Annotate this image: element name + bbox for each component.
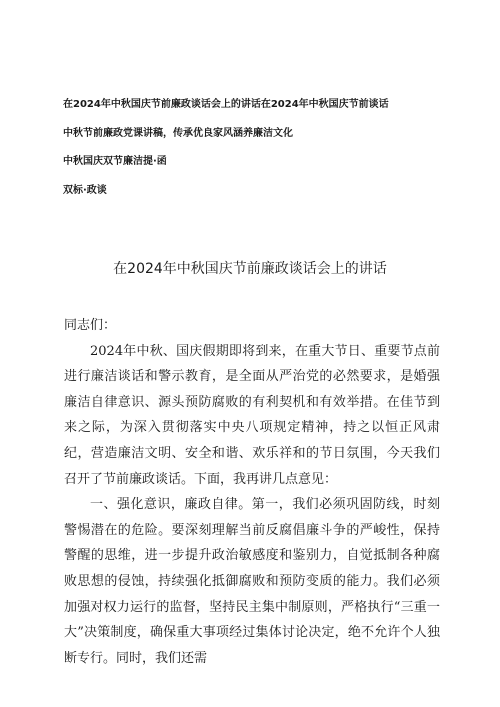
document-title: 在2024年中秋国庆节前廉政谈话会上的讲话 [113,261,387,277]
toc-item: 中秋国庆双节廉洁提·函 [63,156,167,167]
body-paragraph: 2024年中秋、国庆假期即将到来，在重大节日、重要节点前进行廉洁谈话和警示教育，是全面从严治党的必然要求，是婚强廉洁自律意识、源头预防腐败的有利契机和有效举措。在佳节到来之际，为深入贯彻落实中央八项规定精神，持之以恒正风肃纪，营造廉洁文明、安全和谐、欢乐祥和的节日氛围，今天我们召开了节前廉政谈话。下面，我再讲几点意见： [64,343,440,487]
toc-item: 双标·政谈 [63,184,107,196]
toc-item: 中秋节前廉政党课讲稿，传承优良家风涵养廉洁文化 [63,127,293,139]
toc-item: 在2024年中秋国庆节前廉政谈话会上的讲话在2024年中秋国庆节前谈话 [63,99,389,110]
salutation: 同志们： [64,318,117,333]
document-body [64,313,440,671]
body-paragraph: 一、强化意识，廉政自律。第一，我们必须巩固防线，时刻警惕潜在的危险。要深刻理解当前反腐倡廉斗争的严峻性，保持警醒的思维，进一步提升政治敏感度和鉴别力，自觉抵制各种腐败思想的侵蚀，持续强化抵御腐败和预防变质的能力。我们必须加强对权力运行的监督，坚持民主集中制原则，严格执行“三重一大”决策制度，确保重大事项经过集体讨论决定，绝不允许个人独断专行。同时，我们还需 [64,497,440,666]
table-of-contents [63,98,453,212]
